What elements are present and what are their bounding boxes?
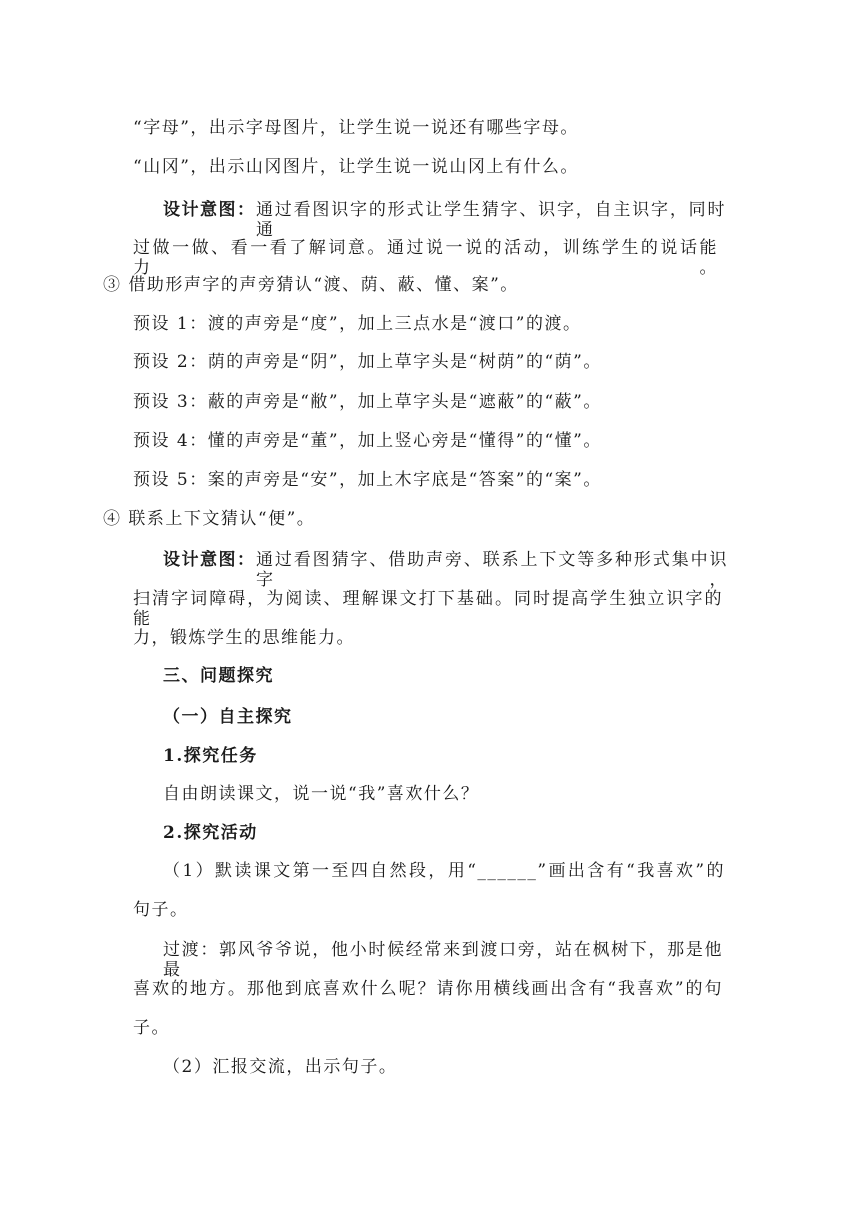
preset-2: 预设 2：荫的声旁是“阴”，加上草字头是“树荫”的“荫”。 xyxy=(133,352,602,372)
text-line: 过渡：郭风爷爷说，他小时候经常来到渡口旁，站在枫树下，那是他最 xyxy=(163,940,723,980)
text-line: 子。 xyxy=(133,1018,170,1038)
section-heading: 三、问题探究 xyxy=(163,666,274,686)
activity-heading: 2.探究活动 xyxy=(163,823,258,843)
subsection-heading: （一）自主探究 xyxy=(163,707,293,727)
text-line: 自由朗读课文，说一说“我”喜欢什么？ xyxy=(163,784,480,804)
text-line: 扫清字词障碍，为阅读、理解课文打下基础。同时提高学生独立识字的能 xyxy=(133,589,723,629)
preset-4: 预设 4：懂的声旁是“董”，加上竖心旁是“懂得”的“懂”。 xyxy=(133,431,602,451)
text-line: （2）汇报交流，出示句子。 xyxy=(163,1057,398,1077)
preset-1: 预设 1：渡的声旁是“度”，加上三点水是“渡口”的渡。 xyxy=(133,314,582,334)
task-heading: 1.探究任务 xyxy=(163,746,258,766)
design-intent-label: 设计意图： xyxy=(163,550,256,570)
text-line: 喜欢的地方。那他到底喜欢什么呢？请你用横线画出含有“我喜欢”的句 xyxy=(133,979,723,999)
preset-5: 预设 5：案的声旁是“安”，加上木字底是“答案”的“案”。 xyxy=(133,470,602,490)
text-line: 句子。 xyxy=(133,900,189,920)
text-line: 通过看图识字的形式让学生猜字、识字，自主识字，同时通 xyxy=(256,200,726,240)
list-item-4: ④ 联系上下文猜认“便”。 xyxy=(103,509,316,529)
preset-3: 预设 3：蔽的声旁是“敝”，加上草字头是“遮蔽”的“蔽”。 xyxy=(133,392,602,412)
text-line: 通过看图猜字、借助声旁、联系上下文等多种形式集中识字， xyxy=(256,550,728,590)
text-line: 过做一做、看一看了解词意。通过说一说的活动，训练学生的说话能力。 xyxy=(133,238,718,278)
design-intent-label: 设计意图： xyxy=(163,200,256,220)
text-line: “山冈”，出示山冈图片，让学生说一说山冈上有什么。 xyxy=(133,157,579,177)
text-line: 力，锻炼学生的思维能力。 xyxy=(133,628,355,648)
text-line: “字母”，出示字母图片，让学生说一说还有哪些字母。 xyxy=(133,118,579,138)
text-line: （1）默读课文第一至四自然段，用“______”画出含有“我喜欢”的 xyxy=(163,861,725,881)
list-item-3: ③ 借助形声字的声旁猜认“渡、荫、蔽、懂、案”。 xyxy=(103,275,519,295)
